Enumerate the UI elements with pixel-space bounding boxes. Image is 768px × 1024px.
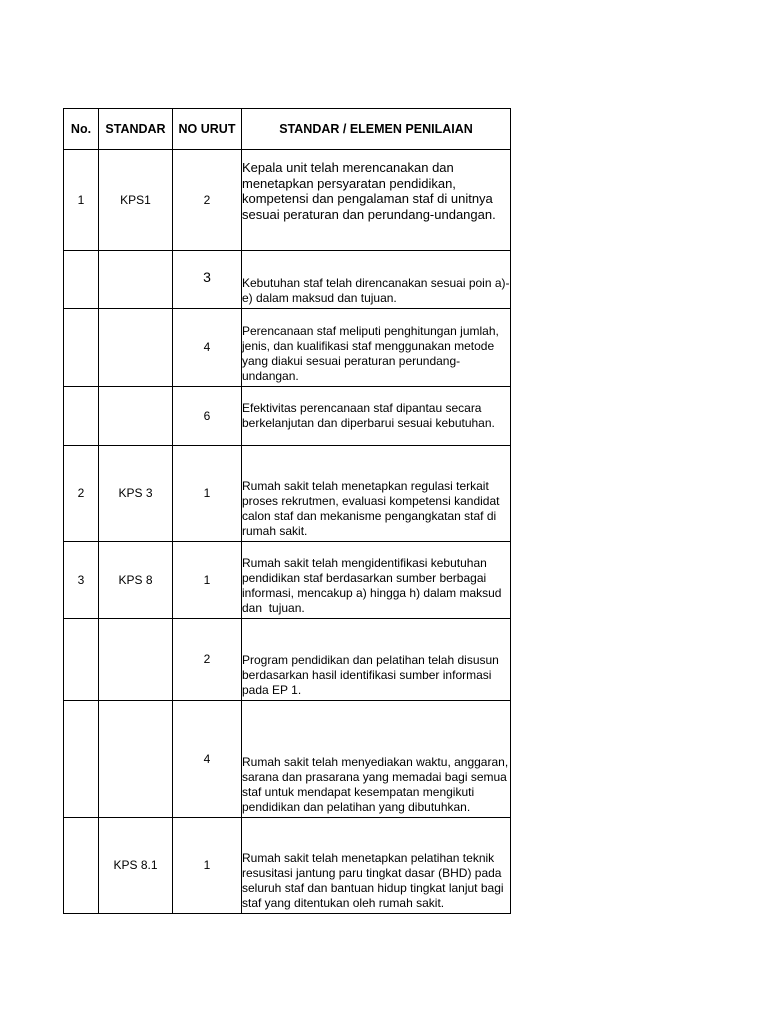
header-row — [64, 109, 511, 150]
cell-standar — [99, 701, 173, 818]
table-row — [64, 309, 511, 387]
cell-no — [64, 387, 99, 446]
cell-standar — [99, 251, 173, 309]
standards-table — [63, 108, 511, 914]
table-row — [64, 818, 511, 914]
cell-standar — [99, 387, 173, 446]
cell-elemen: Efektivitas perencanaan staf dipantau secara berkelanjutan dan diperbarui sesuai kebutuhan. — [242, 387, 511, 446]
cell-no: 1 — [64, 150, 99, 251]
cell-urut: 2 — [173, 150, 242, 251]
table-row — [64, 251, 511, 309]
header-no: No. — [64, 109, 99, 150]
header-no-urut: NO URUT — [173, 109, 242, 150]
cell-elemen: Program pendidikan dan pelatihan telah disusun berdasarkan hasil identifikasi sumber informasi pada EP 1. — [242, 619, 511, 701]
cell-standar: KPS 3 — [99, 446, 173, 542]
cell-elemen: Kebutuhan staf telah direncanakan sesuai poin a)- e) dalam maksud dan tujuan. — [242, 251, 511, 309]
cell-urut: 4 — [173, 309, 242, 387]
cell-no — [64, 251, 99, 309]
cell-elemen: Rumah sakit telah menetapkan pelatihan teknik resusitasi jantung paru tingkat dasar (BHD) pada seluruh staf dan bantuan hidup tingkat lanjut bagi staf yang ditentukan oleh rumah sakit. — [242, 818, 511, 914]
cell-no — [64, 701, 99, 818]
table-row — [64, 542, 511, 619]
cell-urut: 2 — [173, 619, 242, 701]
cell-urut: 3 — [173, 251, 242, 309]
cell-standar: KPS 8.1 — [99, 818, 173, 914]
cell-standar — [99, 309, 173, 387]
cell-urut: 1 — [173, 446, 242, 542]
cell-no: 3 — [64, 542, 99, 619]
cell-no — [64, 309, 99, 387]
cell-no: 2 — [64, 446, 99, 542]
cell-no — [64, 818, 99, 914]
cell-urut: 1 — [173, 818, 242, 914]
cell-elemen: Perencanaan staf meliputi penghitungan jumlah, jenis, dan kualifikasi staf menggunakan metode yang diakui sesuai peraturan perundang-undangan. — [242, 309, 511, 387]
table-row — [64, 701, 511, 818]
cell-elemen: Kepala unit telah merencanakan dan menetapkan persyaratan pendidikan, kompetensi dan pengalaman staf di unitnya sesuai peraturan dan perundang-undangan. — [242, 150, 511, 251]
header-elemen: STANDAR / ELEMEN PENILAIAN — [242, 109, 511, 150]
table-row — [64, 150, 511, 251]
table-row — [64, 387, 511, 446]
cell-urut: 6 — [173, 387, 242, 446]
cell-no — [64, 619, 99, 701]
cell-standar: KPS 8 — [99, 542, 173, 619]
header-standar: STANDAR — [99, 109, 173, 150]
cell-urut: 1 — [173, 542, 242, 619]
cell-standar — [99, 619, 173, 701]
cell-elemen: Rumah sakit telah mengidentifikasi kebutuhan pendidikan staf berdasarkan sumber berbagai informasi, mencakup a) hingga h) dalam maksud dan tujuan. — [242, 542, 511, 619]
cell-elemen: Rumah sakit telah menyediakan waktu, anggaran, sarana dan prasarana yang memadai bagi semua staf untuk mendapat kesempatan mengikuti pendidikan dan pelatihan yang dibutuhkan. — [242, 701, 511, 818]
table-row — [64, 619, 511, 701]
cell-urut: 4 — [173, 701, 242, 818]
cell-standar: KPS1 — [99, 150, 173, 251]
table-row — [64, 446, 511, 542]
cell-elemen: Rumah sakit telah menetapkan regulasi terkait proses rekrutmen, evaluasi kompetensi kandidat calon staf dan mekanisme pengangkatan staf di rumah sakit. — [242, 446, 511, 542]
